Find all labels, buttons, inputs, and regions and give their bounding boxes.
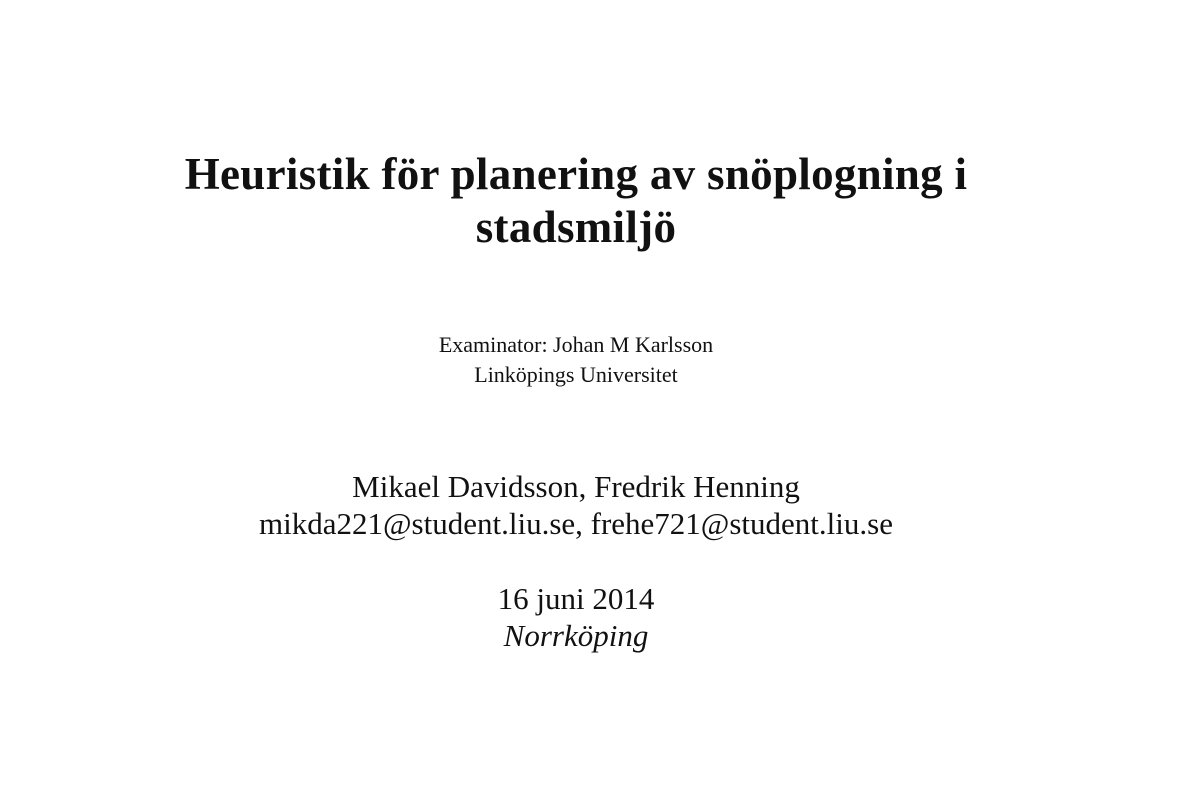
- document-title: [60, 148, 1092, 254]
- document-location: Norrköping: [503, 618, 649, 653]
- date-location-block: [0, 580, 1152, 654]
- author-emails: mikda221@student.liu.se, frehe721@student.liu.se: [259, 506, 893, 541]
- document-date: 16 juni 2014: [497, 581, 655, 616]
- authors-block: [0, 468, 1152, 542]
- title-line-1: Heuristik för planering av snöplogning i: [184, 149, 968, 199]
- university-name: Linköpings Universitet: [474, 362, 678, 387]
- author-names: Mikael Davidsson, Fredrik Henning: [352, 469, 800, 504]
- examiner-block: [0, 330, 1152, 390]
- title-line-2: stadsmiljö: [475, 202, 677, 252]
- examiner-name: Examinator: Johan M Karlsson: [438, 332, 714, 357]
